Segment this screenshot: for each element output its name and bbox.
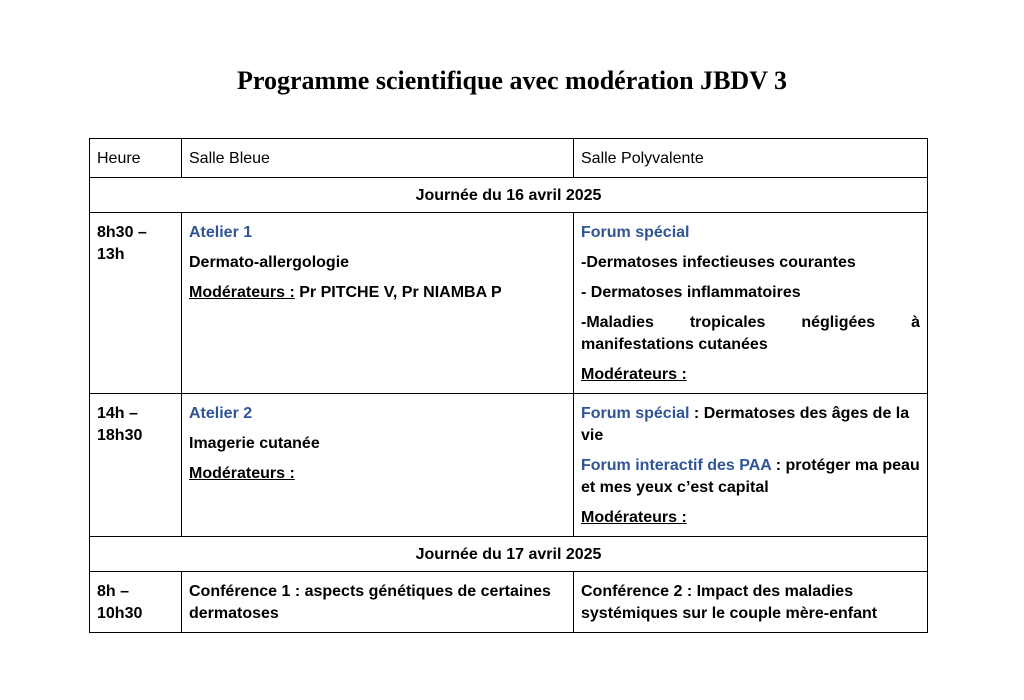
atelier-2-title: Atelier 2 bbox=[189, 405, 253, 422]
forum-item-2: - Dermatoses inflammatoires bbox=[581, 284, 801, 301]
forum-moderators: Modérateurs : bbox=[581, 366, 687, 383]
forum-special-title: Forum spécial bbox=[581, 224, 690, 241]
session-2-salle-polyvalente bbox=[574, 394, 928, 537]
day-row-2 bbox=[90, 537, 928, 572]
session-1-salle-bleue bbox=[182, 213, 574, 394]
session-row-2 bbox=[90, 394, 928, 537]
page-title: Programme scientifique avec modération JBDV 3 bbox=[237, 66, 787, 95]
day-row-1 bbox=[90, 178, 928, 213]
atelier-1-topic: Dermato-allergologie bbox=[189, 254, 350, 271]
header-salle-polyvalente: Salle Polyvalente bbox=[574, 139, 928, 178]
day-label-1: Journée du 16 avril 2025 bbox=[90, 178, 928, 213]
forum-item-3-line1: -Maladies tropicales négligées à bbox=[581, 314, 920, 331]
forum-2-moderators: Modérateurs : bbox=[581, 509, 687, 526]
atelier-2-moderators: Modérateurs : bbox=[189, 465, 295, 482]
conference-2: Conférence 2 : Impact des maladies systémiques sur le couple mère-enfant bbox=[574, 572, 928, 633]
forum-interactif-paa: Forum interactif des PAA : protéger ma peau et mes yeux c’est capital bbox=[581, 457, 920, 496]
session-1-salle-polyvalente bbox=[574, 213, 928, 394]
atelier-1-moderators: Modérateurs : Pr PITCHE V, Pr NIAMBA P bbox=[189, 284, 502, 301]
day-label-2: Journée du 17 avril 2025 bbox=[90, 537, 928, 572]
header-time: Heure bbox=[90, 139, 182, 178]
programme-table bbox=[89, 138, 928, 633]
session-row-1 bbox=[90, 213, 928, 394]
forum-special-ages: Forum spécial : Dermatoses des âges de la vie bbox=[581, 405, 910, 444]
forum-item-3-line2: manifestations cutanées bbox=[581, 336, 768, 353]
atelier-2-topic: Imagerie cutanée bbox=[189, 435, 320, 452]
header-row bbox=[90, 139, 928, 178]
session-time-2: 14h – 18h30 bbox=[90, 394, 182, 537]
session-row-3 bbox=[90, 572, 928, 633]
session-time-3: 8h – 10h30 bbox=[90, 572, 182, 633]
atelier-1-title: Atelier 1 bbox=[189, 224, 253, 241]
session-2-salle-bleue bbox=[182, 394, 574, 537]
forum-item-1: -Dermatoses infectieuses courantes bbox=[581, 254, 856, 271]
header-salle-bleue: Salle Bleue bbox=[182, 139, 574, 178]
conference-1: Conférence 1 : aspects génétiques de certaines dermatoses bbox=[182, 572, 574, 633]
session-time-1: 8h30 – 13h bbox=[90, 213, 182, 394]
